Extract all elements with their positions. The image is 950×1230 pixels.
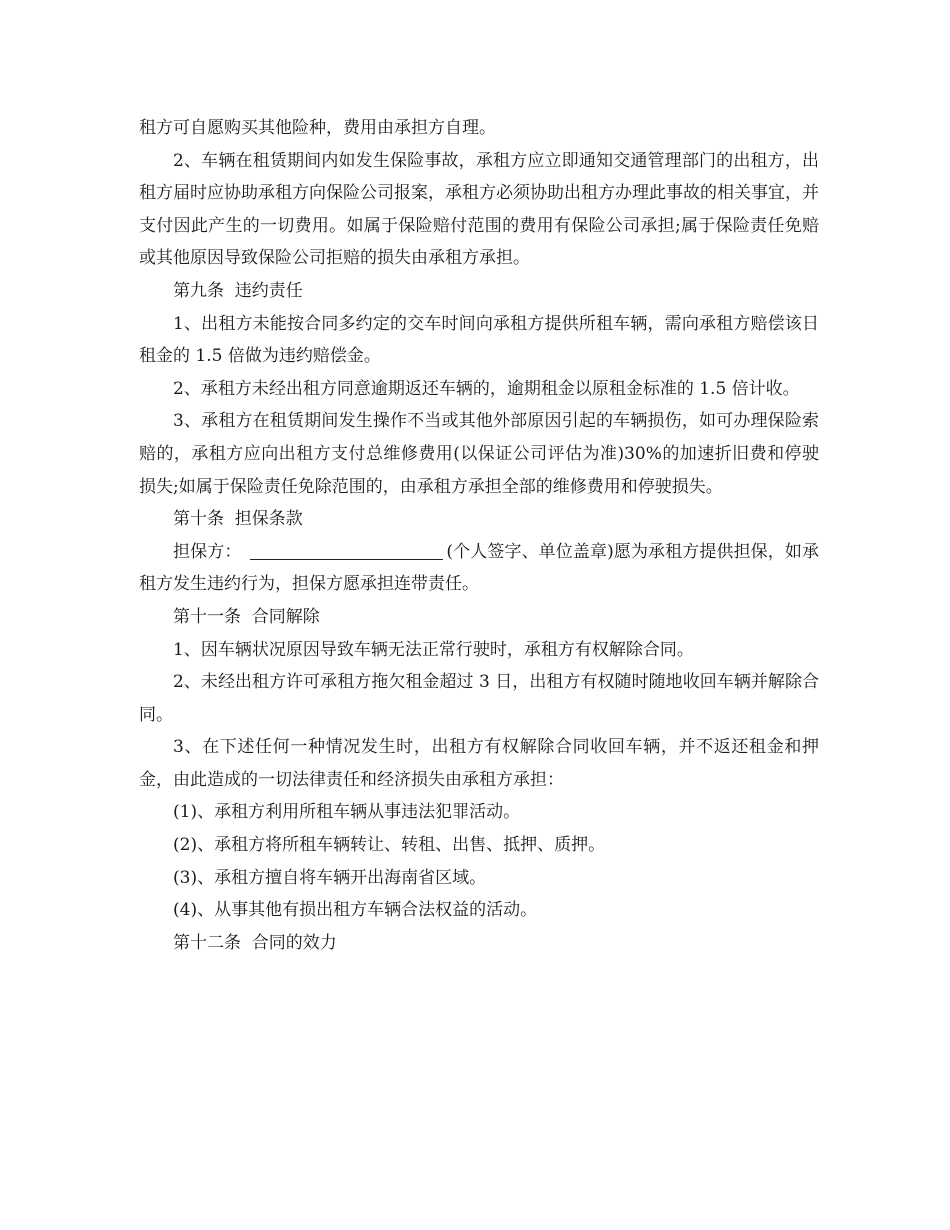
paragraph-breach-overdue: 2、承租方未经出租方同意逾期返还车辆的，逾期租金以原租金标准的 1.5 倍计收。	[173, 378, 800, 399]
paragraph-termination-1: 1、因车辆状况原因导致车辆无法正常行驶时，承租方有权解除合同。	[173, 639, 694, 660]
guarantor-text: (个人签字、单位盖章)愿为承租方提供担保，如承租方发生违约行为，担保方愿承担连带责任。	[139, 541, 819, 595]
paragraph-guarantor	[139, 536, 819, 601]
paragraph-insurance-optional: 租方可自愿购买其他险种，费用由承担方自理。	[139, 118, 496, 138]
list-item-termination-c: (3)、承租方擅自将车辆开出海南省区域。	[173, 867, 487, 888]
list-item-termination-b: (2)、承租方将所租车辆转让、转租、出售、抵押、质押。	[173, 835, 606, 856]
list-item-termination-a: (1)、承租方利用所租车辆从事违法犯罪活动。	[173, 802, 521, 823]
heading-article-9: 第九条 违约责任	[173, 280, 303, 301]
paragraph-insurance-accident: 2、车辆在租赁期间内如发生保险事故，承租方应立即通知交通管理部门的出租方，出租方届时应协助承租方向保险公司报案，承租方必须协助出租方办理此事故的相关事宜，并支付因此产生的一切费用。如属于保险赔付范围的费用有保险公司承担;属于保险责任免赔或其他原因导致保险公司拒赔的损失由承租方承担。	[139, 150, 819, 269]
list-item-termination-d: (4)、从事其他有损出租方车辆合法权益的活动。	[173, 900, 538, 921]
heading-article-10: 第十条 担保条款	[173, 509, 303, 530]
paragraph-breach-damage: 3、承租方在租赁期间发生操作不当或其他外部原因引起的车辆损伤，如可办理保险索赔的，承租方应向出租方支付总维修费用(以保证公司评估为准)30%的加速折旧费和停驶损失;如属于保险责任免除范围的，由承租方承担全部的维修费用和停驶损失。	[139, 411, 819, 497]
guarantor-label: 担保方：	[173, 541, 242, 562]
paragraph-termination-2: 2、未经出租方许可承租方拖欠租金超过 3 日，出租方有权随时随地收回车辆并解除合同。	[139, 672, 819, 725]
document-body	[139, 112, 819, 959]
guarantor-signature-blank[interactable]	[250, 541, 443, 560]
heading-article-12: 第十二条 合同的效力	[173, 932, 337, 953]
paragraph-breach-lessor: 1、出租方未能按合同多约定的交车时间向承租方提供所租车辆，需向承租方赔偿该日租金的 1.5 倍做为违约赔偿金。	[139, 313, 819, 367]
heading-article-11: 第十一条 合同解除	[173, 606, 320, 627]
paragraph-termination-3: 3、在下述任何一种情况发生时，出租方有权解除合同收回车辆，并不返还租金和押金，由此造成的一切法律责任和经济损失由承租方承担：	[139, 737, 819, 790]
